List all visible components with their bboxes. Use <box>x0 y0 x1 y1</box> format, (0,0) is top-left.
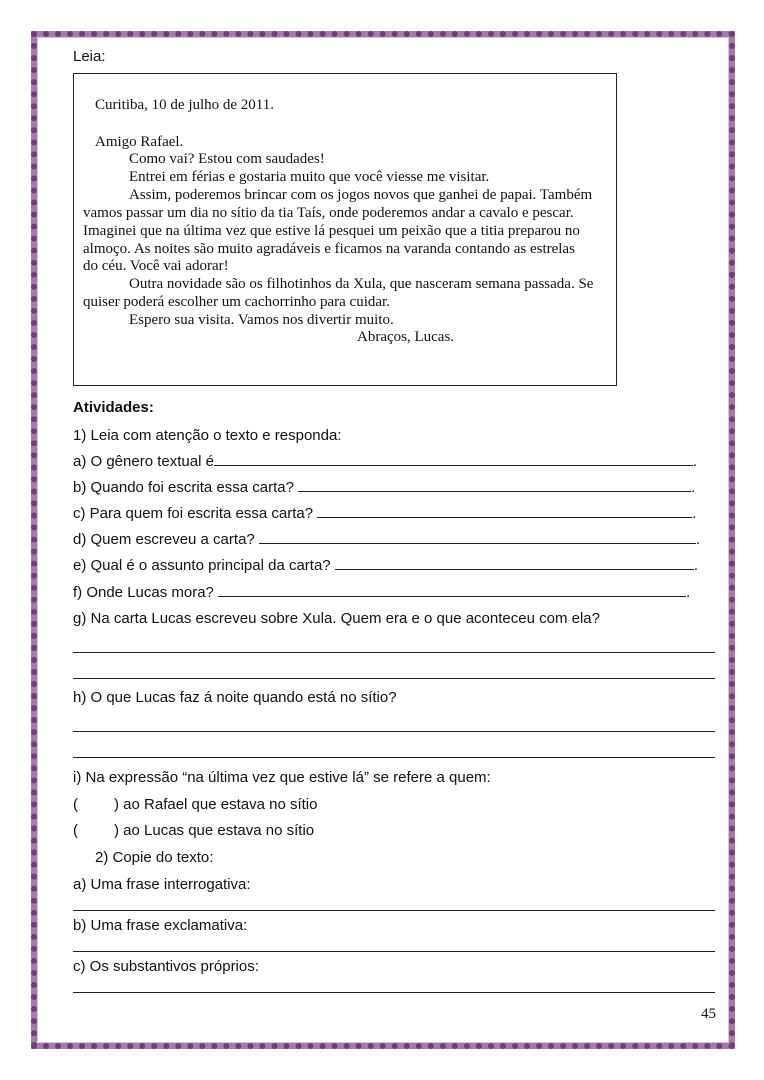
letter-line: Espero sua visita. Vamos nos divertir muito. <box>129 312 394 328</box>
period: . <box>693 557 698 574</box>
letter-line: Assim, poderemos brincar com os jogos novos que ganhei de papai. Também <box>129 187 593 203</box>
letter-line: Imaginei que na última vez que estive lá pesquei um peixão que a titia preparou no <box>83 223 580 239</box>
question-2c: c) Os substantivos próprios: <box>73 958 259 975</box>
question-d-text: d) Quem escreveu a carta? <box>73 531 255 548</box>
page-number: 45 <box>701 1006 716 1022</box>
question-2a: a) Uma frase interrogativa: <box>73 876 251 893</box>
letter-line: quiser poderá escolher um cachorrinho para cuidar. <box>83 294 390 310</box>
option-i-2-text: ) ao Lucas que estava no sítio <box>114 822 315 839</box>
answer-line-e[interactable] <box>335 557 694 570</box>
question-a <box>73 453 697 470</box>
answer-line-2c[interactable] <box>73 992 715 993</box>
letter-line: Outra novidade são os filhotinhos da Xula, que nasceram semana passada. Se <box>129 276 594 292</box>
question-c <box>73 505 696 522</box>
question-2: 2) Copie do texto: <box>95 849 214 866</box>
question-e-text: e) Qual é o assunto principal da carta? <box>73 557 331 574</box>
letter-greeting: Amigo Rafael. <box>95 134 184 150</box>
period: . <box>686 584 691 601</box>
question-f <box>73 584 690 601</box>
answer-line-a[interactable] <box>214 453 693 466</box>
answer-line-2b[interactable] <box>73 951 715 952</box>
option-paren: ( <box>73 822 78 839</box>
activities-title: Atividades: <box>73 399 154 416</box>
question-b-text: b) Quando foi escrita essa carta? <box>73 479 294 496</box>
option-i-1-text: ) ao Rafael que estava no sítio <box>114 796 318 813</box>
period: . <box>695 531 701 548</box>
letter-line: vamos passar um dia no sítio da tia Taís, onde poderemos andar a cavalo e pescar. <box>83 205 574 221</box>
question-a-text: a) O gênero textual é <box>73 453 214 470</box>
answer-line-d[interactable] <box>259 531 696 544</box>
letter-signature: Abraços, Lucas. <box>357 329 455 345</box>
question-e <box>73 557 698 574</box>
letter-place-date: Curitiba, 10 de julho de 2011. <box>95 97 275 113</box>
letter-line: do céu. Você vai adorar! <box>83 258 229 274</box>
option-i-2[interactable] <box>73 822 314 839</box>
letter-line: almoço. As noites são muito agradáveis e ficamos na varanda contando as estrelas <box>83 241 575 257</box>
answer-line-g-2[interactable] <box>73 678 715 679</box>
leia-heading: Leia: <box>73 48 106 65</box>
answer-line-h-2[interactable] <box>73 757 715 758</box>
answer-line-b[interactable] <box>298 479 691 492</box>
period: . <box>691 479 696 496</box>
answer-line-2a[interactable] <box>73 910 715 911</box>
question-d <box>73 531 700 548</box>
question-2b: b) Uma frase exclamativa: <box>73 917 248 934</box>
question-b <box>73 479 695 496</box>
question-g: g) Na carta Lucas escreveu sobre Xula. Quem era e o que aconteceu com ela? <box>73 610 600 627</box>
question-1: 1) Leia com atenção o texto e responda: <box>73 427 342 444</box>
letter-line: Como vai? Estou com saudades! <box>129 151 325 167</box>
letter-line: Entrei em férias e gostaria muito que você viesse me visitar. <box>129 169 490 185</box>
question-c-text: c) Para quem foi escrita essa carta? <box>73 505 314 522</box>
option-i-1[interactable] <box>73 796 317 813</box>
period: . <box>692 453 698 470</box>
answer-line-f[interactable] <box>218 584 686 597</box>
question-i: i) Na expressão “na última vez que estive lá” se refere a quem: <box>73 769 491 786</box>
answer-line-h-1[interactable] <box>73 731 715 732</box>
answer-line-g-1[interactable] <box>73 652 715 653</box>
period: . <box>692 505 697 522</box>
question-h: h) O que Lucas faz á noite quando está no sítio? <box>73 689 397 706</box>
answer-line-c[interactable] <box>317 505 692 518</box>
question-f-text: f) Onde Lucas mora? <box>73 584 214 601</box>
option-paren: ( <box>73 796 78 813</box>
